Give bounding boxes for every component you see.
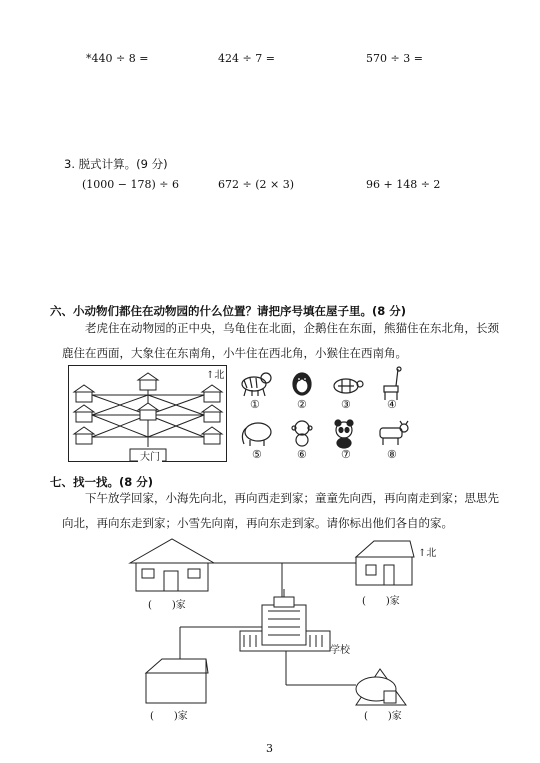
- animals-row-2: [238, 416, 418, 452]
- panda-icon: [335, 420, 353, 448]
- animal-number-4: ④: [387, 398, 397, 411]
- north-arrow-q6: ↑北: [206, 370, 225, 381]
- animal-number-1: ①: [250, 398, 260, 411]
- house-nw-icon: [130, 539, 214, 591]
- giraffe-icon: [384, 367, 401, 400]
- problem-440-div-8: *440 ÷ 8 =: [86, 52, 149, 65]
- north-label-q7: 北: [426, 548, 437, 559]
- house-nw: [74, 385, 94, 402]
- school-label: 学校: [330, 645, 350, 656]
- q3-item-2: 672 ÷ (2 × 3): [218, 178, 294, 191]
- q7-title: 七、找一找。(8 分): [50, 475, 154, 489]
- monkey-icon: [292, 421, 312, 446]
- q6-text: 老虎住在动物园的正中央，乌龟住在北面，企鹅住在东面，熊猫住在东北角，长颈鹿住在西面，大象住在东南角，小牛住在西北角，小猴住在西南角。: [62, 321, 499, 360]
- animal-number-7: ⑦: [341, 448, 351, 461]
- house-center: [138, 403, 158, 420]
- house-ne: [202, 385, 222, 402]
- house-n: [138, 373, 158, 390]
- animal-number-3: ③: [341, 398, 351, 411]
- q3-item-1: (1000 − 178) ÷ 6: [82, 178, 179, 191]
- animal-number-5: ⑤: [252, 448, 262, 461]
- gate-label: 大门: [140, 452, 160, 463]
- house-e: [202, 405, 222, 422]
- q3-title: 3. 脱式计算。(9 分): [64, 157, 168, 171]
- house-label-ne: ( )家: [362, 596, 400, 607]
- page-number: 3: [266, 742, 273, 755]
- q3-item-3: 96 + 148 ÷ 2: [366, 178, 441, 191]
- q7-map: [120, 535, 430, 710]
- house-w: [74, 405, 94, 422]
- house-label-nw: ( )家: [148, 600, 186, 611]
- animal-number-8: ⑧: [387, 448, 397, 461]
- turtle-icon: [334, 379, 363, 393]
- north-label-q6: 北: [214, 370, 225, 381]
- north-arrow-q7: ↑北: [418, 548, 437, 559]
- school-building-icon: [240, 589, 330, 651]
- elephant-icon: [242, 423, 271, 446]
- penguin-icon: [293, 373, 311, 395]
- house-sw-icon: [146, 659, 208, 703]
- cow-icon: [380, 421, 408, 445]
- house-label-sw: ( )家: [150, 711, 188, 722]
- house-se-icon: [356, 669, 406, 705]
- problem-424-div-7: 424 ÷ 7 =: [218, 52, 275, 65]
- q7-text: 下午放学回家，小海先向北，再向西走到家；童童先向西，再向南走到家；思思先向北，再向东走到家；小雪先向南，再向东走到家。请你标出他们各自的家。: [62, 491, 499, 530]
- house-ne-icon: [356, 541, 414, 585]
- house-label-se: ( )家: [364, 711, 402, 722]
- house-sw: [74, 427, 94, 444]
- problem-570-div-3: 570 ÷ 3 =: [366, 52, 423, 65]
- q6-title: 六、小动物们都住在动物园的什么位置？请把序号填在屋子里。(8 分): [50, 304, 407, 318]
- tiger-icon: [242, 373, 271, 396]
- animal-number-2: ②: [297, 398, 307, 411]
- house-ne-s: [202, 427, 222, 444]
- animal-number-6: ⑥: [297, 448, 307, 461]
